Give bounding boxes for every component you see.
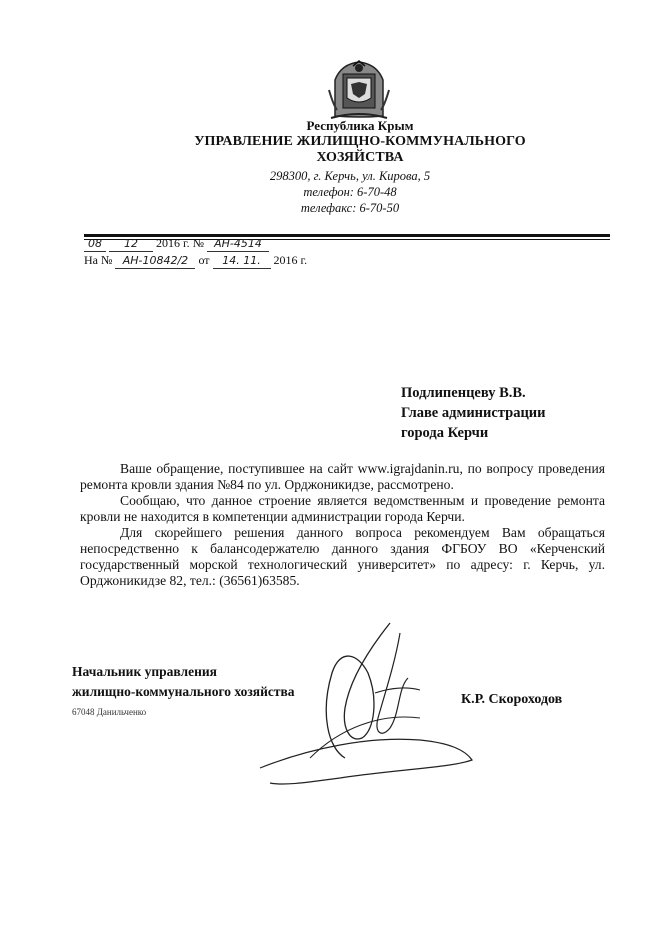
addressee-position: Главе администрации xyxy=(401,405,546,421)
body-paragraph-3: Для скорейшего решения данного вопроса рекомендуем Вам обращаться непосредственно к балансодержателю данного здания ФГБОУ ВО «Керченский государственный морской технологический университет» по адресу: г. Керчь, ул. Орджоникидзе 82, тел.: (36561)63585. xyxy=(80,525,605,588)
body-paragraph-2: Сообщаю, что данное строение является ведомственным и проведение ремонта кровли не находится в компетенции администрации города Керчи. xyxy=(80,493,605,524)
reference-number: АН-10842/2 xyxy=(115,254,195,269)
addressee-block xyxy=(401,383,546,443)
organization-name-line1: УПРАВЛЕНИЕ ЖИЛИЩНО-КОММУНАЛЬНОГО xyxy=(194,134,526,149)
organization-phone: телефон: 6-70-48 xyxy=(303,185,397,199)
coat-of-arms-emblem xyxy=(327,60,391,122)
signer-name: К.Р. Скороходов xyxy=(461,692,563,707)
signer-title-line1: Начальник управления xyxy=(72,664,217,679)
handwritten-signature xyxy=(250,618,480,788)
reference-from-label: от xyxy=(198,253,210,267)
reference-date: 14. 11. xyxy=(213,254,271,269)
region-name: Республика Крым xyxy=(306,118,414,133)
organization-name-line2: ХОЗЯЙСТВА xyxy=(316,150,404,165)
executor-note: 67048 Данильченко xyxy=(72,707,147,717)
organization-header xyxy=(150,118,570,166)
addressee-city: города Керчи xyxy=(401,425,489,441)
signer-title-line2: жилищно-коммунального хозяйства xyxy=(72,684,295,699)
outgoing-registration xyxy=(84,236,269,252)
addressee-name: Подлипенцеву В.В. xyxy=(401,385,526,401)
reg-day: 08 xyxy=(84,237,106,252)
reg-month: 12 xyxy=(109,237,153,252)
organization-fax: телефакс: 6-70-50 xyxy=(300,201,400,215)
outgoing-number: АН-4514 xyxy=(207,237,269,252)
organization-contacts xyxy=(230,168,470,216)
reference-registration xyxy=(84,253,307,269)
letter-body xyxy=(80,461,605,589)
organization-address: 298300, г. Керчь, ул. Кирова, 5 xyxy=(269,169,431,183)
reg-year-label: 2016 г. № xyxy=(156,236,205,250)
body-paragraph-1: Ваше обращение, поступившее на сайт www.igrajdanin.ru, по вопросу проведения ремонта кровли здания №84 по ул. Орджоникидзе, рассмотрено. xyxy=(80,461,605,492)
reference-year: 2016 г. xyxy=(273,253,308,267)
reference-prefix: На № xyxy=(84,253,113,267)
